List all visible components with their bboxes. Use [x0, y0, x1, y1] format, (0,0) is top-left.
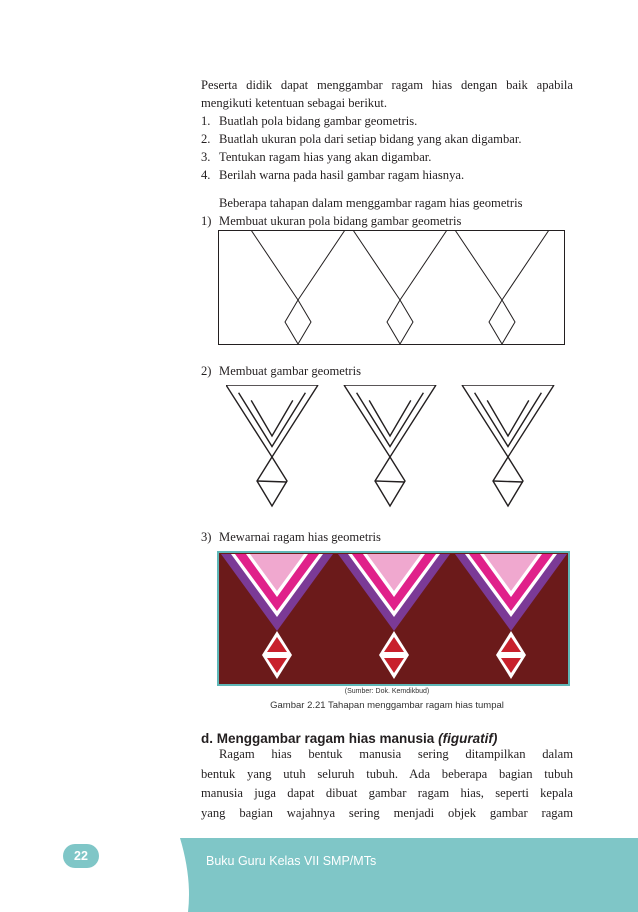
para-line: manusia juga dapat dibuat gambar ragam hias, seperti kepala	[201, 786, 573, 800]
diamond-divider	[493, 481, 523, 482]
book-title: Buku Guru Kelas VII SMP/MTs	[206, 854, 377, 868]
section-paragraph	[201, 745, 573, 823]
figure-caption: Gambar 2.21 Tahapan menggambar ragam hias tumpal	[270, 700, 504, 711]
intro-line-2: mengikuti ketentuan sebagai berikut.	[201, 96, 388, 110]
steps-intro: Beberapa tahapan dalam menggambar ragam hias geometris	[219, 196, 523, 210]
diamond-divider	[375, 481, 405, 482]
para-line: bentuk yang utuh seluruh tubuh. Ada beberapa bagian tubuh	[201, 766, 573, 781]
diamond-divider	[257, 481, 287, 482]
page-number: 22	[63, 844, 99, 868]
section-heading: d. Menggambar ragam hias manusia (figuratif)	[201, 731, 498, 746]
figure-step-3-colored	[217, 551, 570, 686]
list-item: 1. Buatlah pola bidang gambar geometris.	[201, 114, 418, 128]
step-2-label: 2) Membuat gambar geometris	[201, 364, 361, 378]
list-item: 3. Tentukan ragam hias yang akan digambar.	[201, 150, 432, 164]
chevron-stroke	[251, 400, 293, 436]
step-3-label: 3) Mewarnai ragam hias geometris	[201, 530, 381, 544]
list-item: 4. Berilah warna pada hasil gambar ragam hiasnya.	[201, 168, 465, 182]
step-1-label: 1) Membuat ukuran pola bidang gambar geometris	[201, 214, 462, 228]
para-line: yang bagian wajahnya sering menjadi objek gambar ragam	[201, 805, 573, 820]
chevron-stroke	[369, 400, 411, 436]
intro-line-1: Peserta didik dapat menggambar ragam hias dengan baik apabila	[201, 78, 573, 92]
figure-step-2-geometric	[226, 385, 560, 509]
chevron-stroke	[487, 400, 529, 436]
intro-text	[201, 76, 573, 230]
figure-step-1-pattern	[218, 230, 565, 345]
para-line: Ragam hias bentuk manusia sering ditampilkan dalam	[219, 747, 573, 761]
list-item: 2. Buatlah ukuran pola dari setiap bidang yang akan digambar.	[201, 132, 522, 146]
figure-source: (Sumber: Dok. Kemdikbud)	[344, 688, 430, 695]
